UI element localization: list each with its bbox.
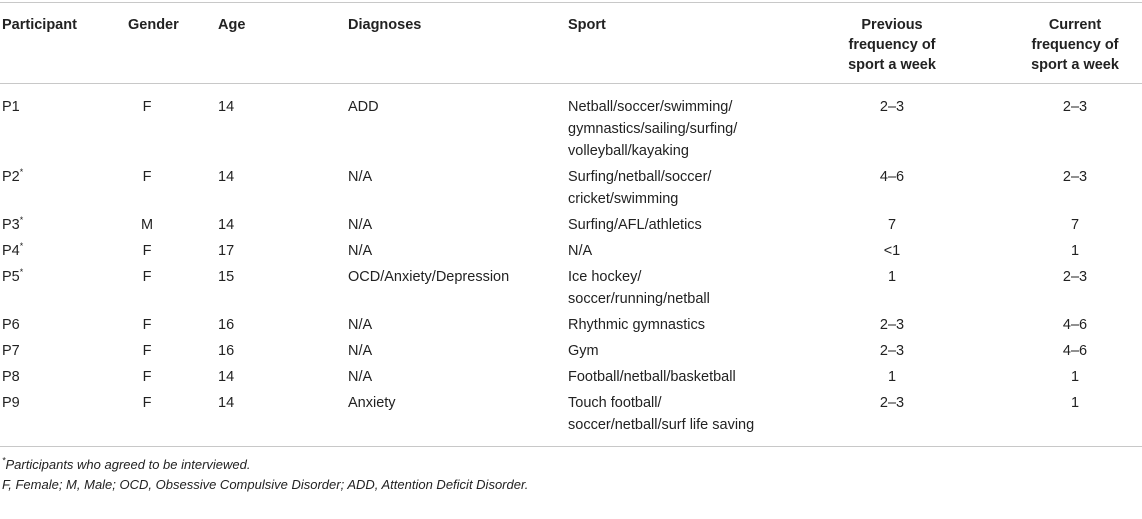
cell-previous-frequency-text: 7 [887, 217, 897, 233]
cell-sport-text: Rhythmic gymnastics [568, 317, 705, 333]
cell-previous-frequency-text: 1 [887, 269, 897, 285]
cell-previous-frequency [812, 338, 972, 364]
cell-previous-frequency [812, 390, 972, 447]
cell-gender-text: F [142, 269, 152, 285]
cell-gender [128, 264, 218, 312]
cell-participant [0, 238, 128, 264]
cell-age [218, 238, 346, 264]
cell-sport-text: N/A [568, 243, 593, 259]
cell-sport [566, 312, 812, 338]
cell-sport [566, 338, 812, 364]
cell-age-text: 14 [218, 169, 235, 185]
header-age: Age [218, 17, 246, 33]
cell-age [218, 390, 346, 447]
cell-participant-text: P8 [2, 369, 20, 385]
cell-diagnoses-text: N/A [348, 317, 373, 333]
cell-current-frequency [972, 164, 1142, 212]
cell-sport [566, 212, 812, 238]
cell-gender [128, 338, 218, 364]
cell-current-frequency [972, 312, 1142, 338]
cell-current-frequency-text: 1 [1070, 369, 1080, 385]
cell-age-text: 15 [218, 269, 235, 285]
interviewed-mark: * [19, 267, 24, 278]
cell-age-text: 14 [218, 217, 235, 233]
header-row [0, 3, 1142, 84]
cell-gender [128, 364, 218, 390]
cell-previous-frequency-text: 2–3 [879, 395, 905, 411]
cell-current-frequency [972, 390, 1142, 447]
cell-previous-frequency [812, 164, 972, 212]
table-row [0, 390, 1142, 447]
cell-age-text: 14 [218, 369, 235, 385]
cell-sport-text: Gym [568, 343, 599, 359]
cell-previous-frequency [812, 312, 972, 338]
cell-sport-text: Netball/soccer/swimming/ gymnastics/sailing/surfing/ volleyball/kayaking [568, 99, 738, 159]
cell-participant [0, 364, 128, 390]
cell-participant [0, 312, 128, 338]
cell-gender [128, 312, 218, 338]
cell-diagnoses [346, 84, 566, 165]
header-gender: Gender [128, 17, 179, 33]
cell-age [218, 312, 346, 338]
cell-diagnoses [346, 264, 566, 312]
cell-previous-frequency-text: <1 [883, 243, 901, 259]
cell-gender-text: F [142, 369, 152, 385]
cell-previous-frequency [812, 364, 972, 390]
cell-participant-text: P1 [2, 99, 20, 115]
cell-diagnoses-text: ADD [348, 99, 379, 115]
cell-diagnoses [346, 164, 566, 212]
cell-diagnoses [346, 212, 566, 238]
cell-sport [566, 238, 812, 264]
cell-current-frequency-text: 2–3 [1062, 99, 1088, 115]
cell-gender-text: F [142, 243, 152, 259]
table-row [0, 238, 1142, 264]
cell-participant [0, 390, 128, 447]
cell-previous-frequency-text: 1 [887, 369, 897, 385]
cell-current-frequency-text: 2–3 [1062, 169, 1088, 185]
header-current-frequency: Current frequency of sport a week [1031, 17, 1119, 73]
cell-gender [128, 238, 218, 264]
table-row [0, 264, 1142, 312]
table-header [0, 3, 1142, 84]
cell-current-frequency [972, 84, 1142, 165]
table-row [0, 312, 1142, 338]
cell-age [218, 264, 346, 312]
cell-current-frequency [972, 338, 1142, 364]
cell-diagnoses [346, 338, 566, 364]
cell-gender [128, 212, 218, 238]
cell-current-frequency [972, 264, 1142, 312]
cell-previous-frequency [812, 212, 972, 238]
header-diagnoses: Diagnoses [348, 17, 422, 33]
cell-participant-text: P6 [2, 317, 20, 333]
cell-diagnoses-text: N/A [348, 343, 373, 359]
cell-gender [128, 164, 218, 212]
table-row [0, 364, 1142, 390]
cell-sport [566, 164, 812, 212]
cell-previous-frequency-text: 2–3 [879, 317, 905, 333]
cell-previous-frequency-text: 4–6 [879, 169, 905, 185]
cell-previous-frequency-text: 2–3 [879, 343, 905, 359]
cell-age [218, 212, 346, 238]
cell-age-text: 14 [218, 395, 235, 411]
header-previous-frequency: Previous frequency of sport a week [848, 17, 936, 73]
cell-participant-text: P2 [2, 169, 20, 185]
footnote-mark: * [2, 455, 6, 466]
cell-diagnoses-text: Anxiety [348, 395, 396, 411]
cell-current-frequency [972, 212, 1142, 238]
cell-gender-text: F [142, 395, 152, 411]
cell-sport-text: Football/netball/basketball [568, 369, 736, 385]
cell-sport [566, 264, 812, 312]
cell-previous-frequency-text: 2–3 [879, 99, 905, 115]
cell-current-frequency-text: 4–6 [1062, 343, 1088, 359]
cell-previous-frequency [812, 264, 972, 312]
cell-age [218, 84, 346, 165]
cell-gender-text: F [142, 317, 152, 333]
interviewed-mark: * [19, 215, 24, 226]
cell-gender [128, 84, 218, 165]
cell-age [218, 364, 346, 390]
cell-gender-text: M [140, 217, 154, 233]
cell-sport-text: Surfing/AFL/athletics [568, 217, 702, 233]
cell-sport-text: Ice hockey/ soccer/running/netball [568, 269, 710, 307]
cell-participant-text: P4 [2, 243, 20, 259]
cell-diagnoses-text: OCD/Anxiety/Depression [348, 269, 510, 285]
cell-diagnoses [346, 364, 566, 390]
cell-gender [128, 390, 218, 447]
cell-previous-frequency [812, 84, 972, 165]
cell-diagnoses [346, 238, 566, 264]
cell-sport [566, 390, 812, 447]
cell-participant-text: P5 [2, 269, 20, 285]
header-participant: Participant [2, 17, 77, 33]
cell-diagnoses-text: N/A [348, 169, 373, 185]
cell-sport-text: Touch football/ soccer/netball/surf life saving [568, 395, 755, 433]
cell-current-frequency-text: 4–6 [1062, 317, 1088, 333]
footnote-abbreviations: F, Female; M, Male; OCD, Obsessive Compulsive Disorder; ADD, Attention Deficit Disorder. [2, 477, 529, 492]
interviewed-mark: * [19, 241, 24, 252]
cell-participant [0, 264, 128, 312]
header-sport: Sport [568, 17, 606, 33]
table-footnotes [0, 455, 1142, 495]
cell-age [218, 338, 346, 364]
cell-age-text: 14 [218, 99, 235, 115]
table-row [0, 212, 1142, 238]
table-body [0, 84, 1142, 447]
cell-gender-text: F [142, 169, 152, 185]
table-row [0, 164, 1142, 212]
interviewed-mark: * [19, 167, 24, 178]
cell-diagnoses [346, 312, 566, 338]
cell-current-frequency-text: 7 [1070, 217, 1080, 233]
cell-gender-text: F [142, 343, 152, 359]
cell-current-frequency-text: 2–3 [1062, 269, 1088, 285]
cell-participant [0, 338, 128, 364]
cell-participant [0, 84, 128, 165]
cell-participant [0, 212, 128, 238]
participants-table [0, 2, 1142, 447]
cell-diagnoses-text: N/A [348, 369, 373, 385]
cell-age-text: 16 [218, 343, 235, 359]
cell-gender-text: F [142, 99, 152, 115]
cell-sport-text: Surfing/netball/soccer/ cricket/swimming [568, 169, 712, 207]
cell-participant-text: P3 [2, 217, 20, 233]
cell-previous-frequency [812, 238, 972, 264]
cell-diagnoses-text: N/A [348, 217, 373, 233]
cell-current-frequency [972, 238, 1142, 264]
footnote-interviewed [2, 455, 1142, 475]
cell-participant-text: P9 [2, 395, 20, 411]
table-row [0, 338, 1142, 364]
cell-participant [0, 164, 128, 212]
cell-diagnoses [346, 390, 566, 447]
cell-age-text: 17 [218, 243, 235, 259]
cell-current-frequency-text: 1 [1070, 395, 1080, 411]
cell-current-frequency-text: 1 [1070, 243, 1080, 259]
footnote-interviewed-text: Participants who agreed to be interviewed. [5, 457, 251, 472]
cell-age [218, 164, 346, 212]
cell-sport [566, 84, 812, 165]
table-row [0, 84, 1142, 165]
cell-age-text: 16 [218, 317, 235, 333]
cell-sport [566, 364, 812, 390]
cell-diagnoses-text: N/A [348, 243, 373, 259]
cell-current-frequency [972, 364, 1142, 390]
cell-participant-text: P7 [2, 343, 20, 359]
